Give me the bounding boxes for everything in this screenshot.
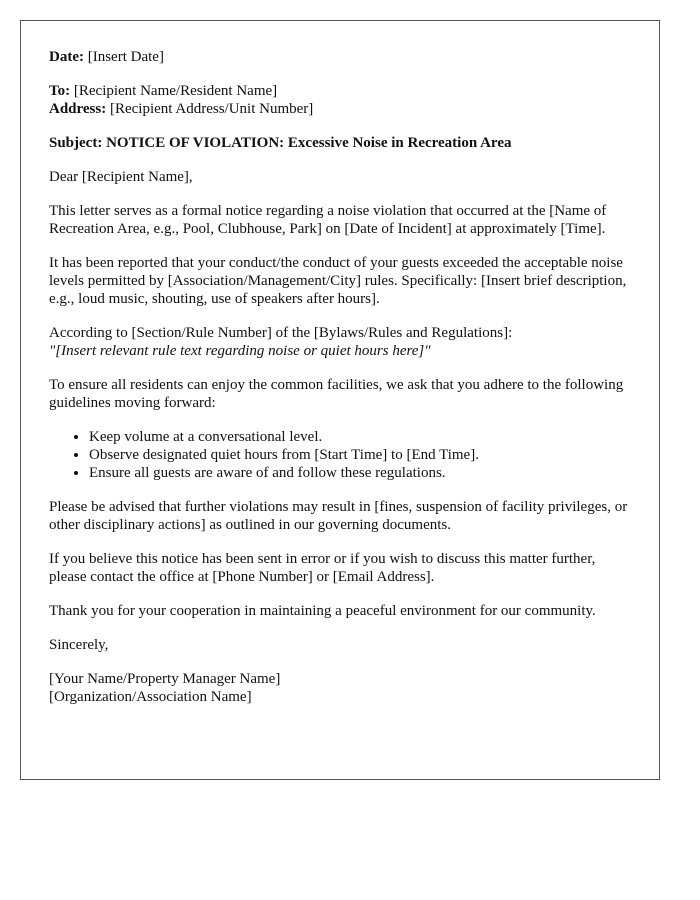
paragraph-incident: This letter serves as a formal notice regarding a noise violation that occurred at the [Name of Recreation Area, e.g., Pool, Clubhouse, Park] on [Date of Incident] at approximately [Time]. — [49, 203, 607, 237]
address-value: [Recipient Address/Unit Number] — [109, 101, 314, 117]
signer-organization: [Organization/Association Name] — [49, 689, 252, 705]
address-label: Address: — [49, 101, 107, 117]
rule-quote: "[Insert relevant rule text regarding noise or quiet hours here]" — [49, 343, 431, 359]
guideline-item: • Ensure all guests are aware of and follow these regulations. — [89, 464, 631, 482]
rule-intro: According to [Section/Rule Number] of the [Bylaws/Rules and Regulations]: — [49, 325, 513, 341]
recipient-block — [49, 82, 631, 118]
paragraph-consequences: Please be advised that further violations may result in [fines, suspension of facility privileges, or other disciplinary actions] as outlined in our governing documents. — [49, 499, 628, 533]
to-label: To: — [49, 83, 71, 99]
to-line — [49, 82, 631, 100]
date-label: Date: — [49, 49, 84, 65]
guideline-item: • Keep volume at a conversational level. — [89, 428, 631, 446]
subject-line — [49, 134, 631, 152]
signer-name: [Your Name/Property Manager Name] — [49, 671, 281, 687]
guideline-item: • Observe designated quiet hours from [Start Time] to [End Time]. — [89, 446, 631, 464]
paragraph-conduct: It has been reported that your conduct/the conduct of your guests exceeded the acceptable noise levels permitted by [Association/Management/City] rules. Specifically: [Insert brief description, e.g., loud music, shouting, use of speakers after hours]. — [49, 255, 627, 307]
paragraph-contact: If you believe this notice has been sent in error or if you wish to discuss this matter further, please contact the office at [Phone Number] or [Email Address]. — [49, 551, 596, 585]
salutation: Dear [Recipient Name], — [49, 169, 193, 185]
paragraph-guidelines-intro: To ensure all residents can enjoy the common facilities, we ask that you adhere to the following guidelines moving forward: — [49, 377, 624, 411]
guidelines-list — [49, 428, 631, 482]
letter-page — [20, 20, 660, 780]
valediction: Sincerely, — [49, 637, 109, 653]
subject-label: Subject: — [49, 135, 103, 151]
address-line — [49, 100, 631, 118]
signature-block — [49, 670, 631, 706]
paragraph-rule-reference — [49, 324, 631, 360]
date-value: [Insert Date] — [87, 49, 164, 65]
paragraph-thanks: Thank you for your cooperation in maintaining a peaceful environment for our community. — [49, 603, 596, 619]
subject-value: NOTICE OF VIOLATION: Excessive Noise in Recreation Area — [106, 135, 512, 151]
to-value: [Recipient Name/Resident Name] — [73, 83, 278, 99]
date-line — [49, 48, 631, 66]
